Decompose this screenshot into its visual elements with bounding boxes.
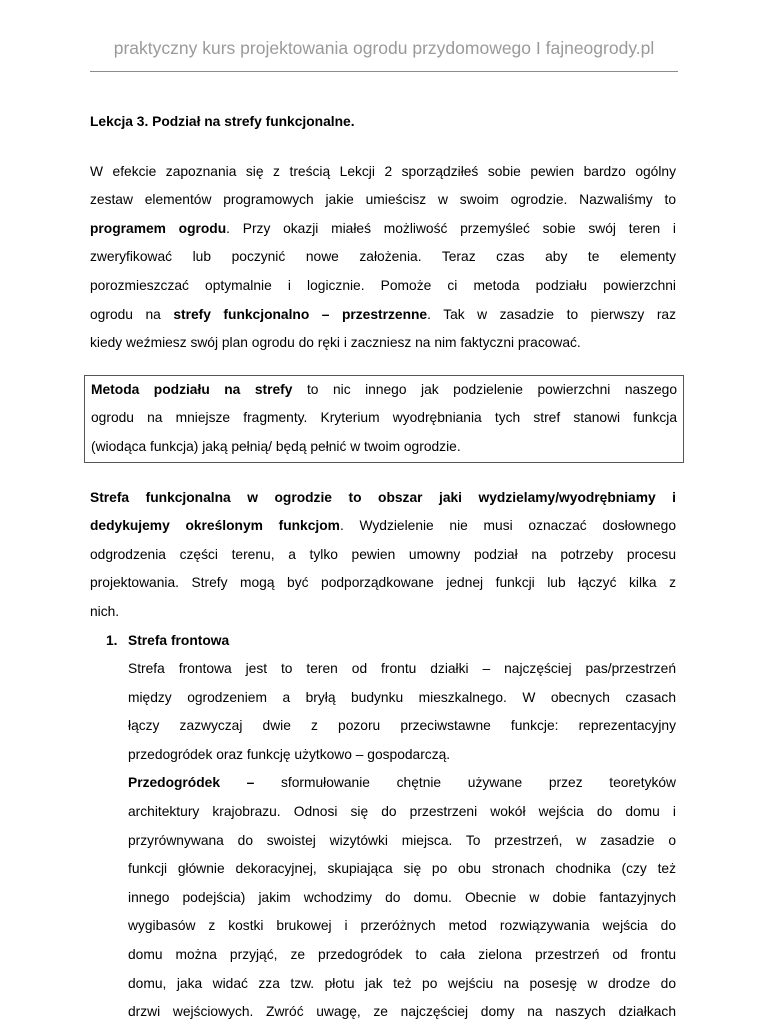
bold-term: Przedogródek –: [128, 775, 255, 791]
section-line: domu można przyjąć, ze przedogródek to cała zielona przestrzeń od frontu: [128, 947, 676, 963]
paragraph-line: odgrodzenia części terenu, a tylko pewien umowny podział na potrzeby procesu: [90, 546, 676, 562]
bold-term: dedykujemy określonym funkcjom: [90, 518, 340, 534]
paragraph-line: [90, 301, 676, 330]
paragraph-line: zestaw elementów programowych jakie umieścisz w swoim ogrodzie. Nazwaliśmy to: [90, 192, 676, 208]
running-header: praktyczny kurs projektowania ogrodu przydomowego I fajneogrody.pl: [113, 38, 655, 58]
paragraph-line: projektowania. Strefy mogą być podporządkowane jednej funkcji lub łączyć kilka z: [90, 575, 676, 591]
intro-paragraph: [90, 158, 676, 358]
header-divider: [90, 71, 678, 72]
paragraph-line: [90, 512, 676, 541]
document-body: [90, 108, 676, 1027]
text-run: . Tak w zasadzie to pierwszy raz: [427, 306, 676, 322]
box-line: (wiodąca funkcja) jaką pełnią/ będą pełnić w twoim ogrodzie.: [91, 438, 461, 454]
paragraph-line: [90, 215, 676, 244]
section-strefa-frontowa: [90, 627, 676, 1027]
bold-term: Metoda podziału na strefy: [91, 381, 293, 397]
section-line: między ogrodzeniem a bryłą budynku mieszkalnego. W obecnych czasach: [128, 689, 676, 705]
paragraph-line: zweryfikować lub poczynić nowe założenia. Teraz czas aby te elementy: [90, 249, 676, 265]
section-line: przyrównywana do swoistej wizytówki miejsca. To przestrzeń, w zasadzie o: [128, 832, 676, 848]
section-line: łączy zazwyczaj dwie z pozoru przeciwstawne funkcje: reprezentacyjny: [128, 718, 676, 734]
section-line: funkcji głównie dekoracyjnej, skupiająca się po obu stronach chodnika (czy też: [128, 861, 676, 877]
lesson-title: Lekcja 3. Podział na strefy funkcjonalne.: [90, 114, 355, 129]
section-heading: [90, 627, 676, 656]
paragraph-line: Strefa funkcjonalna w ogrodzie to obszar jaki wydzielamy/wyodrębniamy i: [90, 489, 676, 505]
text-run: . Przy okazji miałeś możliwość przemyśleć sobie swój teren i: [226, 220, 676, 236]
bold-term: programem ogrodu: [90, 220, 227, 236]
paragraph-line: porozmieszczać optymalnie i logicznie. Pomoże ci metoda podziału powierzchni: [90, 277, 676, 293]
section-body: [90, 655, 676, 1027]
box-line: [91, 376, 677, 405]
section-heading-text: Strefa frontowa: [128, 632, 230, 648]
section-line: przedogródek oraz funkcję użytkowo – gospodarczą.: [128, 746, 451, 762]
definition-box: [84, 375, 684, 463]
text-run: sformułowanie chętnie używane przez teoretyków: [254, 775, 676, 791]
list-number: 1.: [106, 632, 118, 648]
definition-paragraph: [90, 484, 676, 627]
section-line: domu, jaka widać zza tzw. płotu jak też po wejściu na posesję w drodze do: [128, 975, 676, 991]
section-line: architektury krajobrazu. Odnosi się do przestrzeni wokół wejścia do domu i: [128, 804, 676, 820]
section-line: wygibasów z kostki brukowej i przeróżnych metod rozwiązywania wejścia do: [128, 918, 676, 934]
section-line: [128, 769, 676, 798]
paragraph-line: kiedy weźmiesz swój plan ogrodu do ręki i zaczniesz na nim faktyczni pracować.: [90, 335, 581, 351]
text-run: ogrodu na: [90, 306, 174, 322]
paragraph-line: W efekcie zapoznania się z treścią Lekcji 2 sporządziłeś sobie pewien bardzo ogólny: [90, 163, 676, 179]
section-line: innego podejścia) jakim wchodzimy do domu. Obecnie w dobie fantazyjnych: [128, 889, 676, 905]
section-line: Strefa frontowa jest to teren od frontu działki – najczęściej pas/przestrzeń: [128, 661, 676, 677]
text-run: . Wydzielenie nie musi oznaczać dosłownego: [339, 518, 677, 534]
paragraph-line: nich.: [90, 603, 120, 619]
section-line: drzwi wejściowych. Zwróć uwagę, ze najczęściej domy na naszych działkach: [128, 1004, 676, 1020]
box-line: ogrodu na mniejsze fragmenty. Kryterium wyodrębniania tych stref stanowi funkcja: [91, 410, 677, 426]
bold-term: strefy funkcjonalno – przestrzenne: [173, 306, 428, 322]
text-run: to nic innego jak podzielenie powierzchni naszego: [292, 381, 677, 397]
